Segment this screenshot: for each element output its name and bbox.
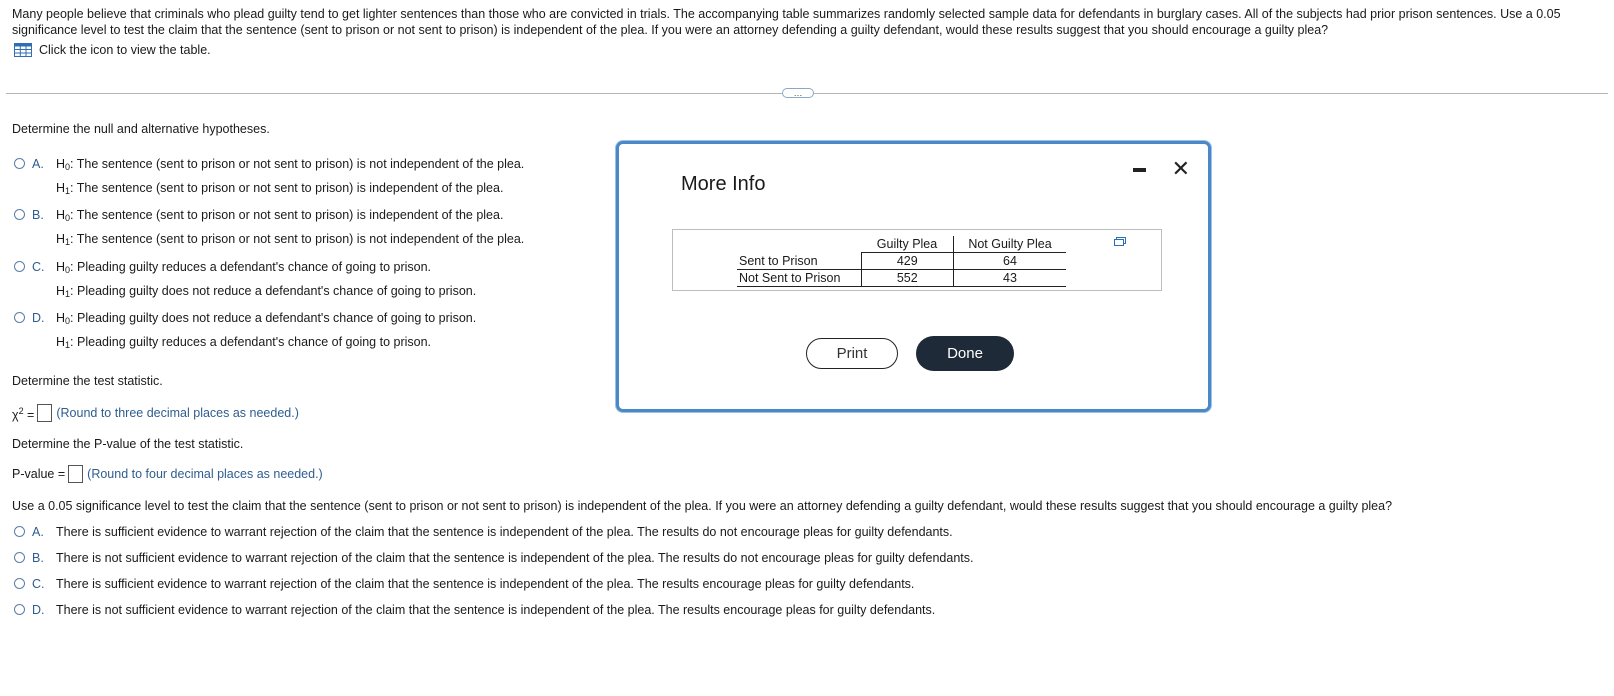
q4-option-b[interactable] xyxy=(14,548,973,569)
p-value-label: P-value = xyxy=(12,467,66,481)
copy-table-icon[interactable] xyxy=(1114,237,1126,246)
rounding-hint: (Round to three decimal places as needed.) xyxy=(56,406,299,420)
chi-square-symbol: $\chi^2$ = xyxy=(12,406,35,422)
option-letter: B. xyxy=(32,551,44,565)
test-statistic-input[interactable] xyxy=(37,404,52,422)
q1-option-a[interactable] xyxy=(14,154,524,202)
table-row xyxy=(737,270,1066,287)
radio-button[interactable] xyxy=(14,312,25,323)
option-letter: C. xyxy=(32,260,45,274)
h1-line: $H_1$: The sentence (sent to prison or not sent to prison) is independent of the plea. xyxy=(56,181,504,196)
row-header: Not Sent to Prison xyxy=(737,270,861,287)
option-letter: B. xyxy=(32,208,44,222)
row-header: Sent to Prison xyxy=(737,253,861,270)
q3-label: Determine the P-value of the test statistic. xyxy=(12,437,244,451)
option-letter: D. xyxy=(32,311,45,325)
table-cell: 64 xyxy=(954,253,1067,270)
h0-line: $H_0$: The sentence (sent to prison or not sent to prison) is not independent of the plea. xyxy=(56,157,525,172)
table-grid-icon[interactable] xyxy=(14,43,32,57)
p-value-row xyxy=(12,465,323,483)
problem-statement: Many people believe that criminals who plead guilty tend to get lighter sentences than those who are convicted in trials. The accompanying table summarizes randomly selected sample data for defendants in burglary cases. All of the subjects had prior prison sentences. Use a 0.05 significance level to test the claim that the sentence (sent to prison or not sent to prison) is independent of the plea. If you were an attorney defending a guilty defendant, would these results suggest that you should encourage a guilty plea? xyxy=(12,7,1561,37)
more-info-dialog xyxy=(616,141,1211,412)
q1-option-d[interactable] xyxy=(14,308,476,356)
table-row xyxy=(737,253,1066,270)
data-table-container xyxy=(672,229,1162,291)
radio-button[interactable] xyxy=(14,526,25,537)
option-letter: D. xyxy=(32,603,45,617)
q4-option-c[interactable] xyxy=(14,574,914,595)
q2-label: Determine the test statistic. xyxy=(12,374,163,388)
expand-button[interactable]: … xyxy=(782,88,814,98)
option-letter: A. xyxy=(32,525,44,539)
option-text: There is not sufficient evidence to warrant rejection of the claim that the sentence is independent of the plea. The results encourage pleas for guilty defendants. xyxy=(56,603,936,617)
table-corner xyxy=(737,236,861,253)
radio-button[interactable] xyxy=(14,604,25,615)
h1-line: $H_1$: Pleading guilty reduces a defendant's chance of going to prison. xyxy=(56,335,432,350)
column-header: Guilty Plea xyxy=(861,236,954,253)
view-table-link[interactable] xyxy=(14,42,211,58)
close-icon[interactable]: ✕ xyxy=(1171,156,1190,181)
option-text: There is sufficient evidence to warrant rejection of the claim that the sentence is independent of the plea. The results encourage pleas for guilty defendants. xyxy=(56,577,915,591)
q4-option-d[interactable] xyxy=(14,600,935,621)
done-button[interactable]: Done xyxy=(916,336,1014,371)
q4-option-a[interactable] xyxy=(14,522,953,543)
table-cell: 429 xyxy=(861,253,954,270)
table-header-row xyxy=(737,236,1066,253)
h0-line: $H_0$: The sentence (sent to prison or not sent to prison) is independent of the plea. xyxy=(56,208,504,223)
q1-label: Determine the null and alternative hypotheses. xyxy=(12,122,270,136)
column-header: Not Guilty Plea xyxy=(954,236,1067,253)
table-cell: 43 xyxy=(954,270,1067,287)
print-button[interactable]: Print xyxy=(806,338,898,369)
q1-option-c[interactable] xyxy=(14,257,476,305)
view-table-text[interactable]: Click the icon to view the table. xyxy=(39,43,211,57)
dialog-title: More Info xyxy=(681,173,766,195)
radio-button[interactable] xyxy=(14,209,25,220)
option-text: There is sufficient evidence to warrant rejection of the claim that the sentence is independent of the plea. The results do not encourage pleas for guilty defendants. xyxy=(56,525,953,539)
p-value-input[interactable] xyxy=(68,465,83,483)
q1-option-b[interactable] xyxy=(14,205,524,253)
contingency-table xyxy=(737,236,1066,287)
q4-label: Use a 0.05 significance level to test the claim that the sentence (sent to prison or not sent to prison) is independent of the plea. If you were an attorney defending a guilty defendant, would these results suggest that you should encourage a guilty plea? xyxy=(12,499,1393,513)
option-letter: C. xyxy=(32,577,45,591)
option-letter: A. xyxy=(32,157,44,171)
h0-line: $H_0$: Pleading guilty reduces a defendant's chance of going to prison. xyxy=(56,260,432,275)
test-statistic-row xyxy=(12,402,299,424)
h1-line: $H_1$: The sentence (sent to prison or not sent to prison) is not independent of the plea. xyxy=(56,232,525,247)
h0-line: $H_0$: Pleading guilty does not reduce a defendant's chance of going to prison. xyxy=(56,311,477,326)
radio-button[interactable] xyxy=(14,578,25,589)
table-cell: 552 xyxy=(861,270,954,287)
rounding-hint: (Round to four decimal places as needed.) xyxy=(87,467,323,481)
radio-button[interactable] xyxy=(14,552,25,563)
radio-button[interactable] xyxy=(14,158,25,169)
option-text: There is not sufficient evidence to warrant rejection of the claim that the sentence is independent of the plea. The results do not encourage pleas for guilty defendants. xyxy=(56,551,974,565)
radio-button[interactable] xyxy=(14,261,25,272)
minimize-icon[interactable] xyxy=(1133,168,1146,172)
h1-line: $H_1$: Pleading guilty does not reduce a defendant's chance of going to prison. xyxy=(56,284,477,299)
